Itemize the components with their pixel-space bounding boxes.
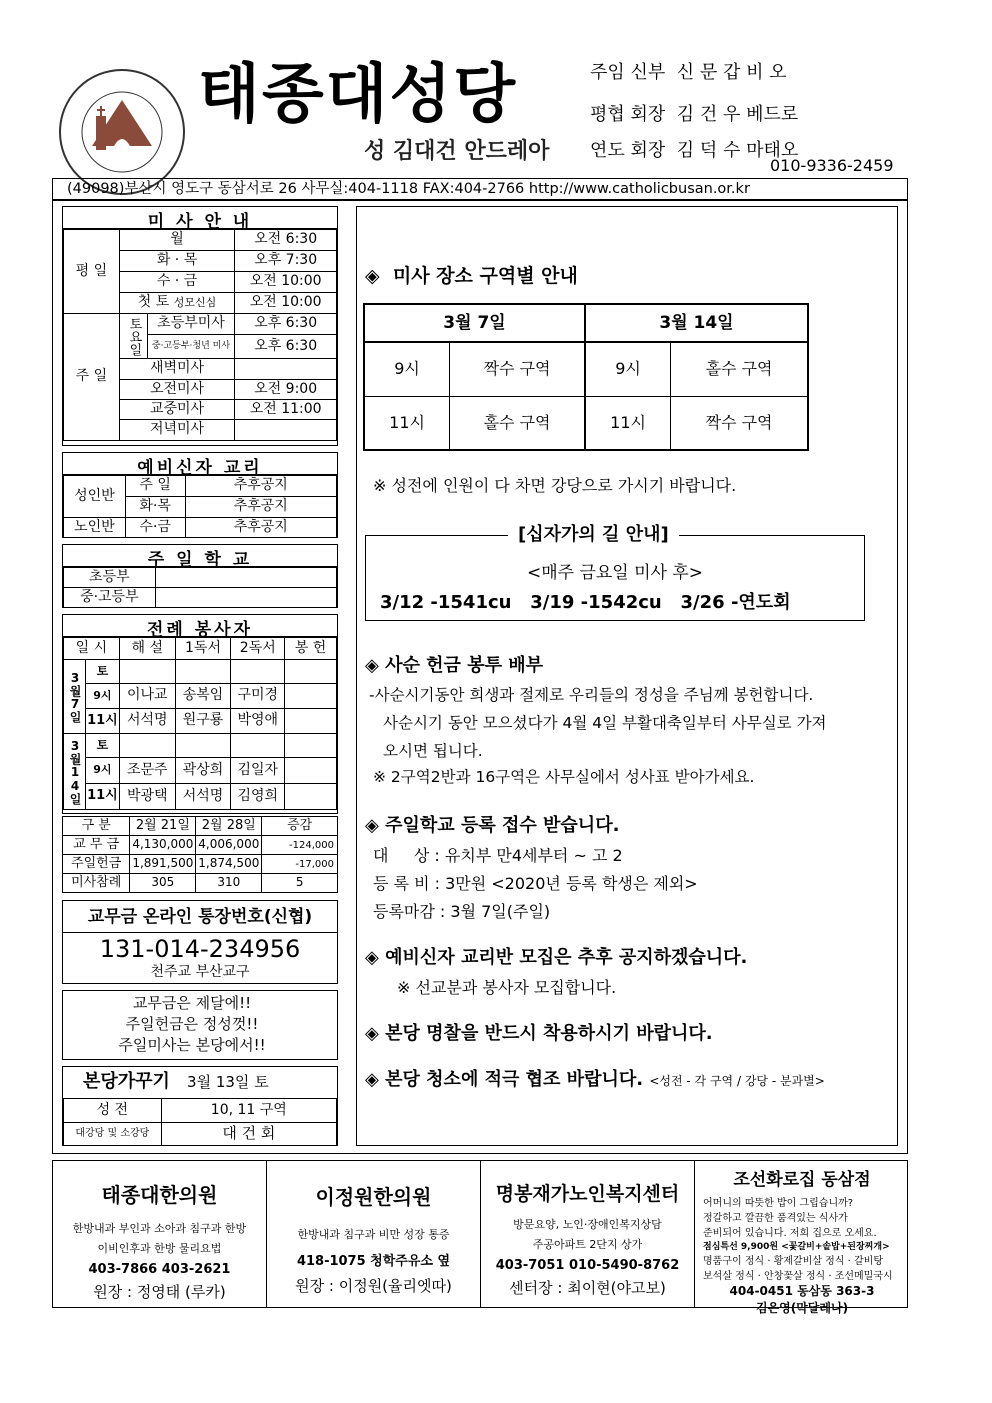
ad-clinic-2: 이정원한의원 한방내과 침구과 비만 성장 통증 418-1075 청학주유소 옆 원장 : 이정원(율리엣따) <box>267 1161 481 1307</box>
liturgy-box <box>62 614 338 814</box>
mass-location-table: 3월 7일 3월 14일 9시 짝수 구역 9시 홀수 구역 11시 홀수 구역 11시 짝수 구역 <box>363 303 809 451</box>
liturgy-table: 일 시 해 설 1독서 2독서 봉 헌 3월7일 토 9시 이나교 송복임 구미경 11시 서석명 원구룡 박영애 3월14일 토 9시 조문주 곽상희 김일자 11시 박광택 서석명 김영희 <box>63 637 337 810</box>
stations-box <box>365 524 865 621</box>
patron-name: 성 김대건 안드레아 <box>364 139 550 164</box>
diamond-bullet-icon: ◈ <box>365 265 380 287</box>
stations-title: [십자가의 길 안내] <box>508 520 679 546</box>
account-box <box>62 900 338 984</box>
diamond-bullet-icon: ◈ <box>365 947 379 968</box>
mass-schedule-table: 평 일 월 오전 6:30 화 · 목 오후 7:30 수 · 금 오전 10:00 첫 토 성모신심 오전 10:00 주 일 토요일 초등부미사 오후 6:30 중·고등부·청년 미사 오후 6:30 새벽미사 오전미사 오전 9:00 교중미사 오전 11:00 저녁미사 <box>63 229 337 441</box>
church-title: 태종대성당 <box>198 58 518 132</box>
saturday-label: 토요일 <box>119 314 147 359</box>
diamond-bullet-icon: ◈ <box>365 815 379 836</box>
notice-box: ◈ 미사 장소 구역별 안내 3월 7일 3월 14일 9시 짝수 구역 9시 홀수 구역 11시 홀수 구역 11시 짝수 구역 ※ 성전에 인원이 다 차면 강당으로 가시기 바랍니다. [십자가의 길 안내] <매주 금요일 미사 후> 3/12 -1541cu 3/19 -1542cu 3/26 -연도회 ◈ 사순 헌금 봉투 배부 -사순시기동안 희생과 절제로 우리들의 정성을 주님께 봉헌합니다. 사순시기 동안 모으셨다가 4월 4일 부활대축일부터 사무실로 가져 오시면 됩니다. ※ 2구역2반과 16구역은 사무실에서 성사표 받아가세요. ◈ 주일학교 등록 접수 받습니다. 대 상 : 유치부 만4세부터 ~ 고 2 등 록 비 : 3만원 <2020년 등록 학생은 제외> 등록마감 : 3월 7일(주일) ◈ 예비신자 교리반 모집은 추후 공지하겠습니다. ※ 선교분과 봉사자 모집합니다. ◈ 본당 명찰을 반드시 착용하시기 바랍니다. ◈ 본당 청소에 적극 협조 바랍니다. <성전 - 각 구역 / 강당 - 분과별> <box>356 206 898 1146</box>
catechumen-box <box>62 452 338 538</box>
mass-location-note: ※ 성전에 인원이 다 차면 강당으로 가시기 바랍니다. <box>373 476 737 495</box>
nametag-heading: ◈ 본당 명찰을 반드시 착용하시기 바랍니다. <box>365 1023 713 1044</box>
account-number: 131-014-234956 <box>99 935 301 963</box>
school-reg-heading: ◈ 주일학교 등록 접수 받습니다. <box>365 815 620 836</box>
lent-heading: ◈ 사순 헌금 봉투 배부 <box>365 655 544 676</box>
sunday-school-box <box>62 544 338 608</box>
diamond-bullet-icon: ◈ <box>365 655 379 676</box>
offering-stats-box <box>62 816 338 894</box>
ad-care-center: 명봉재가노인복지센터 방문요양, 노인·장애인복지상담 주공아파트 2단지 상가 403-7051 010-5490-8762 센터장 : 최이현(야고보) <box>481 1161 695 1307</box>
diamond-bullet-icon: ◈ <box>365 1023 379 1044</box>
address-bar: (49098)부산시 영도구 동삼서로 26 사무실:404-1118 FAX:404-2766 http://www.catholicbusan.or.kr <box>52 178 908 200</box>
cleaning-table: 성 전 10, 11 구역 대강당 및 소강당 대 건 회 <box>63 1099 337 1146</box>
sunday-label: 주 일 <box>64 314 120 441</box>
mass-schedule-box <box>62 206 338 446</box>
diamond-bullet-icon: ◈ <box>365 1069 379 1090</box>
mass-location-heading: ◈ 미사 장소 구역별 안내 <box>365 265 578 287</box>
weekday-label: 평 일 <box>64 230 120 314</box>
stations-schedule: 3/12 -1541cu 3/19 -1542cu 3/26 -연도회 <box>380 592 791 613</box>
phone-number: 010-9336-2459 <box>770 156 894 175</box>
staff-row-2: 연도 회장 김 덕 수 마태오 <box>590 140 799 161</box>
sunday-school-table: 초등부 중·고등부 <box>63 567 337 608</box>
catechumen-recruit-heading: ◈ 예비신자 교리반 모집은 추후 공지하겠습니다. <box>365 947 748 968</box>
clean-heading: ◈ 본당 청소에 적극 협조 바랍니다. <성전 - 각 구역 / 강당 - 분과별> <box>365 1069 825 1090</box>
staff-row-0: 주임 신부 신 문 갑 비 오 <box>590 62 787 83</box>
mass-schedule-title: 미 사 안 내 <box>63 207 337 229</box>
stations-subtitle: <매주 금요일 미사 후> <box>526 563 704 583</box>
offering-stats-table: 구 분 2월 21일 2월 28일 증감 교 무 금 4,130,000 4,006,000 -124,000 주일헌금 1,891,500 1,874,500 -17,000 미사참례 305 310 5 <box>62 816 338 893</box>
staff-row-1: 평협 회장 김 건 우 베드로 <box>590 104 799 125</box>
ad-restaurant: 조선화로집 동삼점 어머니의 따뜻한 밥이 그립습니까? 정갈하고 깔끔한 품격있는 식사가 준비되어 있습니다. 저희 집으로 오세요. 점심특선 9,900원 <꽃갈비+솥밥+된장찌개> 명품구이 정식 · 황제갈비살 정식 · 갈비탕 보석살 정식 · 안창꽃살 정식 · 조선메밀국시 404-0451 동삼동 363-3 김은영(막달레나) <box>703 1170 893 1315</box>
sunday-school-title: 주 일 학 교 <box>63 545 337 567</box>
cleaning-header: 본당가꾸기 3월 13일 토 <box>63 1067 337 1099</box>
ads-footer <box>52 1160 908 1315</box>
account-title: 교무금 온라인 통장번호(신협) <box>63 901 337 933</box>
cleaning-box <box>62 1066 338 1146</box>
ad-clinic-1: 태종대한의원 한방내과 부인과 소아과 침구과 한방 이비인후과 한방 물리요법 403-7866 403-2621 원장 : 정영태 (루카) <box>53 1161 267 1307</box>
liturgy-title: 전례 봉사자 <box>63 615 337 637</box>
account-owner: 천주교 부산교구 <box>150 964 250 980</box>
catechumen-table: 성인반 주 일 추후공지 화·목 추후공지 노인반 수·금 추후공지 <box>63 475 337 538</box>
slogan-box: 교무금은 제달에!! 주일헌금은 정성껏!! 주일미사는 본당에서!! <box>62 990 338 1060</box>
catechumen-title: 예비신자 교리 <box>63 453 337 475</box>
